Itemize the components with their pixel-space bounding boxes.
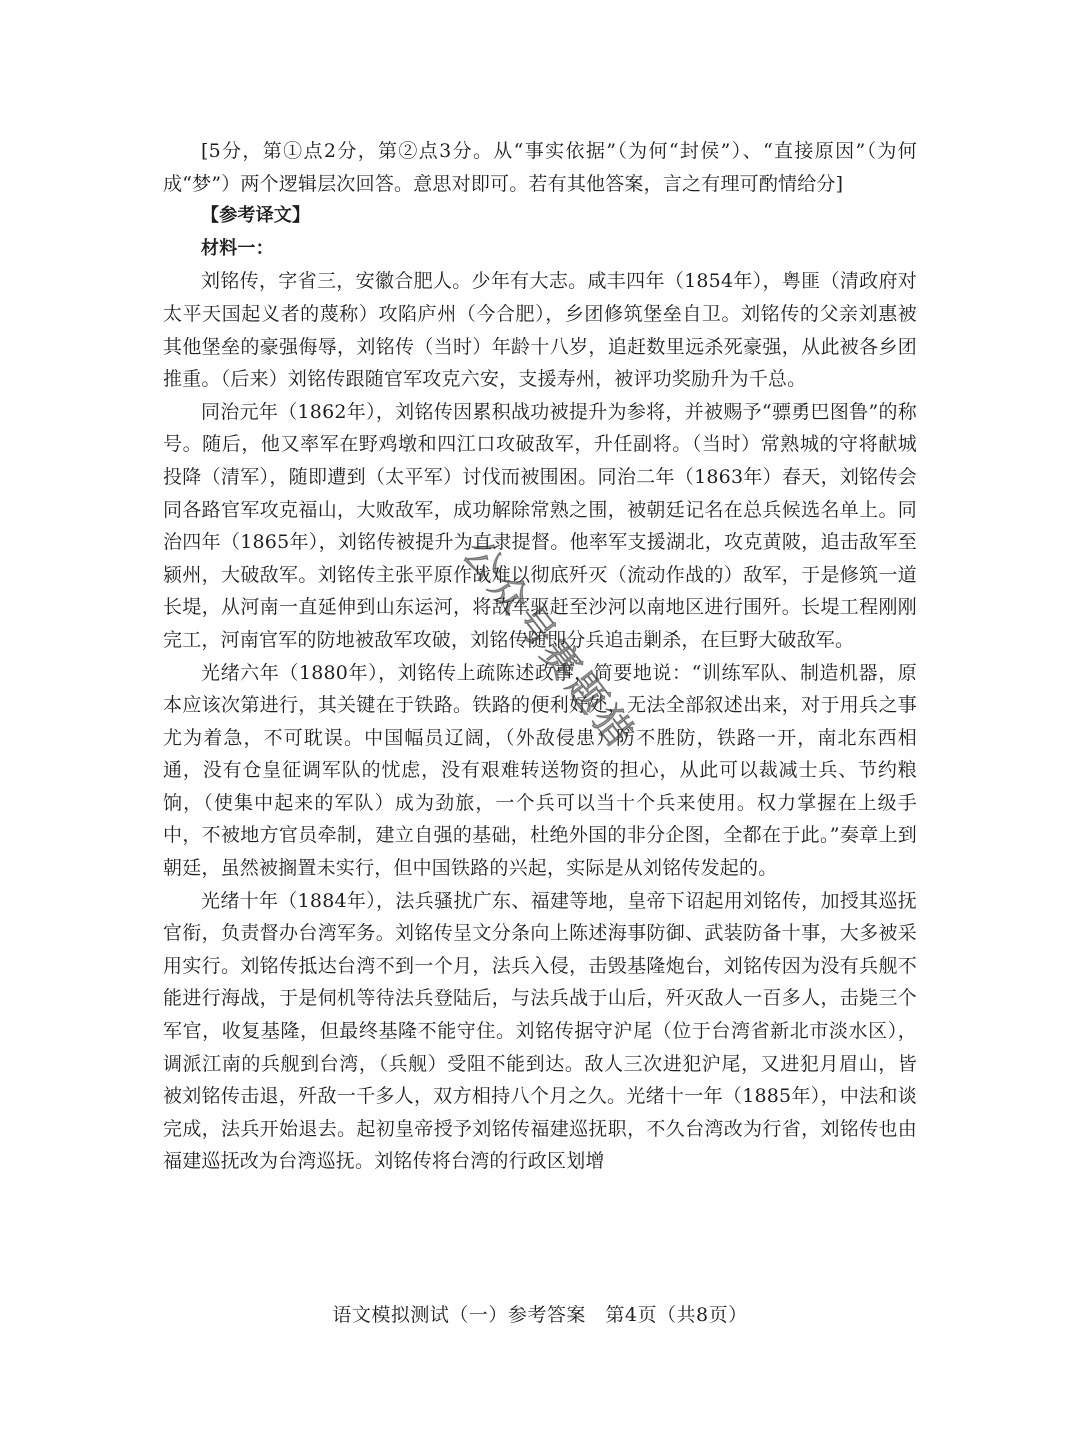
page-footer: 语文模拟测试（一）参考答案 第4页（共8页） bbox=[332, 1304, 748, 1326]
translation-paragraph-4: 光绪十年（1884年），法兵骚扰广东、福建等地，皇帝下诏起用刘铭传，加授其巡抚官衔，负责督办台湾军务。刘铭传呈文分条向上陈述海事防御、武装防备十事，大多被采用实行。刘铭传抵达台湾不到一个月，法兵入侵，击毁基隆炮台，刘铭传因为没有兵舰不能进行海战，于是伺机等待法兵登陆后，与法兵战于山后，歼灭敌人一百多人，击毙三个军官，收复基隆，但最终基隆不能守住。刘铭传据守沪尾（位于台湾省新北市淡水区），调派江南的兵舰到台湾，（兵舰）受阻不能到达。敌人三次进犯沪尾，又进犯月眉山，皆被刘铭传击退，歼敌一千多人，双方相持八个月之久。光绪十一年（1885年），中法和谈完成，法兵开始退去。起初皇帝授予刘铭传福建巡抚职，不久台湾改为行省，刘铭传也由福建巡抚改为台湾巡抚。刘铭传将台湾的行政区划增 bbox=[163, 889, 917, 1173]
scoring-note: [5分，第①点2分，第②点3分。从“事实依据”（为何“封侯”）、“直接原因”（为何成“梦”）两个逻辑层次回答。意思对即可。若有其他答案，言之有理可酌情给分] bbox=[163, 140, 917, 195]
translation-paragraph-2: 同治元年（1862年），刘铭传因累积战功被提升为参将，并被赐予“骠勇巴图鲁”的称号。随后，他又率军在野鸡墩和四江口攻破敌军，升任副将。（当时）常熟城的守将献城投降（清军），随即遭到（太平军）讨伐而被围困。同治二年（1863年）春天，刘铭传会同各路官军攻克福山，大败敌军，成功解除常熟之围，被朝廷记名在总兵候选名单上。同治四年（1865年），刘铭传被提升为直隶提督。他率军支援湖北，攻克黄陂，追击敌军至颍州，大破敌军。刘铭传主张平原作战难以彻底歼灭（流动作战的）敌军，于是修筑一道长堤，从河南一直延伸到山东运河，将敌军驱赶至沙河以南地区进行围歼。长堤工程刚刚完工，河南官军的防地被敌军攻破，刘铭传随即分兵追击剿杀，在巨野大破敌军。 bbox=[163, 400, 917, 651]
material-label: 材料一： bbox=[201, 237, 274, 259]
translation-paragraph-3: 光绪六年（1880年），刘铭传上疏陈述政事，简要地说：“训练军队、制造机器，原本应该次第进行，其关键在于铁路。铁路的便利好处，无法全部叙述出来，对于用兵之事尤为着急，不可耽误。中国幅员辽阔，（外敌侵患）防不胜防，铁路一开，南北东西相通，没有仓皇征调军队的忧虑，没有艰难转送物资的担心，从此可以裁减士兵、节约粮饷，（使集中起来的军队）成为劲旅，一个兵可以当十个兵来使用。权力掌握在上级手中，不被地方官员牵制，建立自强的基础，杜绝外国的非分企图，全都在于此。”奏章上到朝廷，虽然被搁置未实行，但中国铁路的兴起，实际是从刘铭传发起的。 bbox=[163, 661, 917, 880]
answer-content bbox=[163, 135, 917, 1178]
translation-paragraph-1: 刘铭传，字省三，安徽合肥人。少年有大志。咸丰四年（1854年），粤匪（清政府对太平天国起义者的蔑称）攻陷庐州（今合肥），乡团修筑堡垒自卫。刘铭传的父亲刘惠被其他堡垒的豪强侮辱，刘铭传（当时）年龄十八岁，追赶数里远杀死豪强，从此被各乡团推重。（后来）刘铭传跟随官军攻克六安，支援寿州，被评功奖励升为千总。 bbox=[163, 270, 917, 391]
section-title: 【参考译文】 bbox=[201, 205, 311, 227]
watermark: 公众号赛题猎 bbox=[454, 531, 645, 758]
